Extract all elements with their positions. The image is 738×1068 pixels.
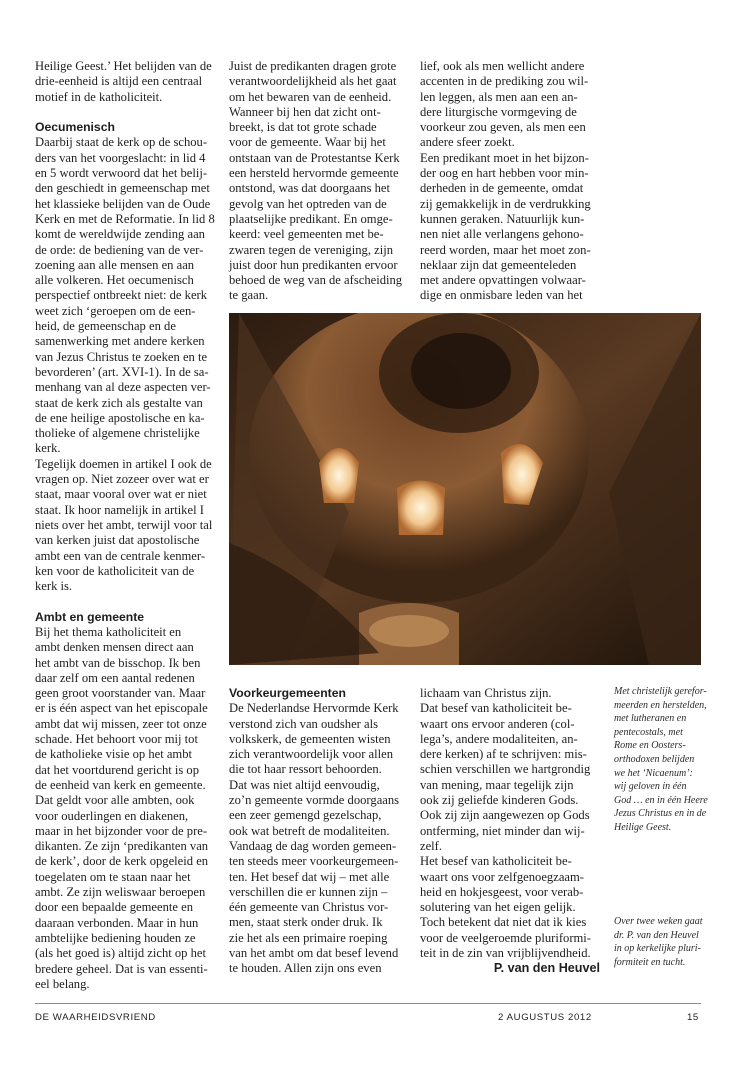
text-line: staat, maar vooral over wat er niet [35,487,207,502]
text-line: dere liturgische vormgeving de [420,104,577,119]
text-line: Dat was niet altijd eenvoudig, [229,777,380,792]
pull-quote [614,685,724,835]
text-line: lega’s, andere modaliteiten, an- [420,731,578,746]
text-line: kunnen geraken. Natuurlijk kun- [420,211,585,226]
text-line: met lutheranen en [614,713,687,725]
text-line: zie het als een primaire roeping [229,930,388,945]
text-line: neklaar zijn dat gemeenteleden [420,257,577,272]
text-line: Jezus Christus en in de [614,808,707,820]
text-line: een hersteld hervormde gemeente [229,166,399,181]
text-line: schade. Het behoort voor mij tot [35,732,198,747]
text-line: we het ‘Nicaenum’: [614,767,693,779]
text-line: kerk. [35,441,61,456]
text-line: gevolg van het optreden van de [229,196,387,211]
text-line: staat. Ik hoor namelijk in artikel I [35,502,204,517]
text-line: plaatselijke predikant. En omge- [229,211,393,226]
text-line: van Jezus Christus te zoeken en te [35,349,208,364]
text-line: van kerken juist dat apostolische [35,533,200,548]
footer-rule [35,1003,701,1004]
text-line: drie-eenheid is altijd een centraal [35,74,203,89]
text-line: ken voor de katholiciteit van de [35,563,195,578]
text-line: Heilige Geest. [614,821,672,833]
text-line: pentecostals, met [614,726,683,738]
text-line: voorkeur zou geven, als men een [420,120,586,135]
text-line: nen niet alle verlangens gehono- [420,227,584,242]
church-dome-photo [229,313,701,665]
text-line: heid en hokjesgeest, voor verab- [420,884,584,899]
text-line: ten steeds meer voorkeurgemeen- [229,854,399,869]
text-line: Daarbij staat de kerk op de schou- [35,135,208,150]
text-line: schien verschillen we hartgrondig [420,762,591,777]
text-line: Bij het thema katholiciteit en [35,624,182,639]
text-line: toegelaten om te staan naar het [35,869,191,884]
text-line: de orde: de bediening van de ver- [35,242,204,257]
text-line: menhang van al deze aspecten ver- [35,380,211,395]
text-line: ambt een van de centrale kenmer- [35,548,206,563]
text-line: bevorderen’ (art. XVI-1). In de sa- [35,364,209,379]
text-line: de kerk’, door de kerk opgeleid en [35,854,209,869]
text-line: een zeer gemengd gezelschap, [229,808,382,823]
text-line: kerk is. [35,579,73,594]
text-line: weet zich ‘geroepen om de een- [35,303,196,318]
section-heading: Voorkeurgemeenten [229,686,346,700]
text-line: alle volkeren. Het oecumenisch [35,273,194,288]
text-line: Een predikant moet in het bijzon- [420,150,589,165]
text-line: het ambt van de bisschop. Ik ben [35,655,201,670]
text-line: van mening, maar tegelijk zijn [420,777,574,792]
text-line: maar in het bijzonder voor de pre- [35,823,208,838]
author-signature: P. van den Heuvel [493,961,600,976]
text-line: ambt dat wij missen, zeer tot onze [35,716,207,731]
text-line: er is één aspect van het episcopale [35,701,208,716]
text-line: Met christelijk gerefor- [614,686,707,697]
text-line: de katholieke visie op het ambt [35,747,193,762]
text-line: het klassieke belijden van de Oude [35,196,211,211]
text-line: komt de wereldwijde zending aan [35,227,205,242]
text-line: teit in de zin van vrijblijvendheid. [420,946,591,961]
text-line: dat het voortdurend gericht is op [35,762,200,777]
text-line: formiteit en tucht. [614,956,686,968]
text-line: ook wat betreft de modaliteiten. [229,823,390,838]
text-line: daar zelf om een aantal redenen [35,670,195,685]
text-line: te houden. Allen zijn ons even [229,961,382,976]
text-line: Heilige Geest.’ Het belijden van de [35,59,212,73]
text-line: waart ons voor zelfgenoegzaam- [420,869,584,884]
section-heading: Ambt en gemeente [35,609,145,624]
text-line: die tot haar ressort behoorden. [229,762,382,777]
text-line: eel belang. [35,976,90,991]
article-column-1 [35,59,213,992]
text-line: voor de veelgeroemde pluriformi- [420,930,591,945]
text-line: Kerk en met de Reformatie. In lid 8 [35,211,215,226]
text-line: Tegelijk doemen in artikel I ook de [35,456,212,471]
text-line: om het bewaren van de eenheid. [229,89,392,104]
text-line: vragen op. Niet zozeer over wat er [35,472,209,487]
text-line: motief in de katholiciteit. [35,89,163,104]
text-line: de eenheid van kerk en gemeente. [35,777,206,792]
text-line: te gaan. [229,288,269,303]
text-line: Wanneer bij hen dat zicht ont- [229,104,381,119]
text-line: ook zij geliefde kinderen Gods. [420,793,579,808]
text-line: wij geloven in één [614,781,687,793]
text-line: door een bepaalde gemeente en [35,900,194,915]
text-line: derheden in de gemeente, omdat [420,181,584,196]
text-line: zij gemakkelijk in de verdrukking [420,196,591,211]
text-line: één gemeente van Christus vor- [229,900,389,915]
article-column-5 [420,686,600,977]
text-line: God … en in één Heere [614,794,708,806]
text-line: voor de gemeente. Waar bij het [229,135,386,150]
text-line: met andere opvattingen volwaar- [420,273,586,288]
section-heading: Oecumenisch [35,120,115,135]
text-line: zwaren tegen de vereniging, zijn [229,242,393,257]
page-number: 15 [687,1012,699,1023]
text-line: bredere geheel. Dat is van essenti- [35,961,208,976]
issue-date: 2 AUGUSTUS 2012 [498,1012,592,1023]
text-line: Over twee weken gaat [614,916,703,927]
text-line: accenten in de prediking zou wil- [420,74,589,89]
text-line: heid, de gemeenschap en de [35,319,176,334]
text-line: zoening aan alle mensen en aan [35,257,195,272]
text-line: verstond zich van oudsher als [229,716,378,731]
text-line: Toch betekent dat niet dat ik kies [420,915,587,930]
text-line: dere kerken) af te schrijven: mis- [420,747,587,762]
magazine-name: DE WAARHEIDSVRIEND [35,1012,156,1023]
text-line: Dat geldt voor alle ambten, ook [35,793,195,808]
text-line: Vandaag de dag worden gemeen- [229,838,397,853]
text-line: perspectief ontbreekt niet: de kerk [35,288,208,303]
text-line: ontstond, was dat doorgaans het [229,181,391,196]
text-line: staat de kerk zich als gestalte van [35,395,203,410]
text-line: Juist de predikanten dragen grote [229,59,397,73]
text-line: zich verantwoordelijk voor allen [229,747,394,762]
text-line: ontferming, niet minder dan wij- [420,823,585,838]
text-line: reerd worden, maar het moet zon- [420,242,591,257]
text-line: ten. Het besef dat wij – met alle [229,869,390,884]
article-column-2 [229,59,407,304]
text-line: dige en onmisbare leden van het [420,288,583,303]
text-line: dr. P. van den Heuvel [614,929,699,941]
text-line: Ook zij zijn aangewezen op Gods [420,808,590,823]
spacer [35,594,213,609]
text-line: Rome en Oosters- [614,740,686,752]
text-line: zo’n gemeente vormde doorgaans [229,793,400,808]
text-line: in op kerkelijke pluri- [614,943,701,955]
preview-note [614,915,724,969]
spacer [35,105,213,120]
text-line: verschillen die er kunnen zijn – [229,884,388,899]
text-line: behoed de weg van de afscheiding [229,273,403,288]
text-line: juist door hun predikanten ervoor [229,257,398,272]
text-line: der oog en hart hebben voor min- [420,166,589,181]
text-line: len leggen, als men aan een an- [420,89,578,104]
text-line: Dat besef van katholiciteit be- [420,701,572,716]
text-line: keerd: veel gemeenten met be- [229,227,384,242]
text-line: zelf. [420,838,443,853]
text-line: tholieke of algemene christelijke [35,426,200,441]
text-line: ders van het voorgeslacht: in lid 4 [35,150,206,165]
text-line: ambt denken mensen direct aan [35,640,194,655]
text-line: de ene heilige apostolische en ka- [35,410,205,425]
text-line: niets over het ambt, terwijl voor tal [35,517,213,532]
text-line: dikanten. Ze zijn ‘predikanten van [35,839,209,854]
text-line: Het besef van katholiciteit be- [420,854,572,869]
text-line: breekt, is dat tot grote schade [229,120,377,135]
text-line: geen groot voorstander van. Maar [35,686,206,701]
text-line: voor ouderlingen en diakenen, [35,808,189,823]
article-column-3 [420,59,598,304]
text-line: De Nederlandse Hervormde Kerk [229,701,399,716]
text-line: ontstaan van de Protestantse Kerk [229,150,400,165]
text-line: men, staat sterk onder druk. Ik [229,915,383,930]
text-line: orthodoxen belijden [614,753,695,765]
text-line: volkskerk, de gemeenten wisten [229,731,391,746]
text-line: lief, ook als men wellicht andere [420,59,585,73]
text-line: lichaam van Christus zijn. [420,686,552,700]
text-line: meerden en herstelden, [614,699,707,711]
text-line: solutering van het eigen gelijk. [420,900,576,915]
text-line: den geschiedt in gemeenschap met [35,181,210,196]
text-line: ambt. Ze zijn weliswaar beroepen [35,885,206,900]
article-column-4 [229,686,407,977]
text-line: ambtelijke bediening houden ze [35,930,196,945]
text-line: daaraan verbonden. Maar in hun [35,915,199,930]
text-line: en 5 wordt verwoord dat het belij- [35,166,208,181]
text-line: andere sfeer zoekt. [420,135,515,150]
text-line: van het ambt om dat besef levend [229,946,399,961]
text-line: (als het goed is) altijd zicht op het [35,946,207,961]
text-line: waart ons ervoor anderen (col- [420,716,575,731]
text-line: samenwerking met andere kerken [35,334,205,349]
text-line: verantwoordelijkheid als het gaat [229,74,397,89]
